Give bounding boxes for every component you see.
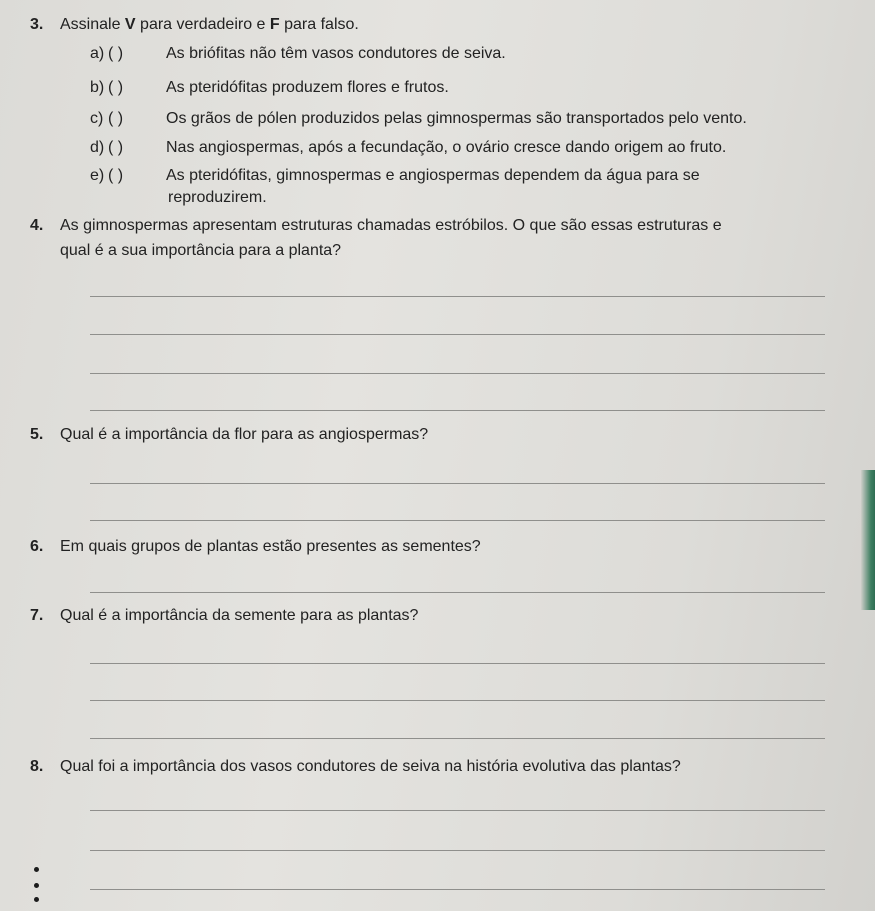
answer-line-q4-4[interactable] (90, 410, 825, 411)
answer-line-q6-1[interactable] (90, 592, 825, 593)
answer-box-b[interactable]: ( ) (108, 79, 124, 96)
answer-line-q5-2[interactable] (90, 520, 825, 521)
question-4-number: 4. (30, 217, 44, 234)
answer-line-q4-2[interactable] (90, 334, 825, 335)
margin-dot (34, 883, 39, 888)
answer-box-c[interactable]: ( ) (108, 110, 124, 127)
question-6-number: 6. (30, 538, 44, 555)
question-4-heading: 4. As gimnospermas apresentam estruturas chamadas estróbilos. O que são essas estruturas e (30, 215, 722, 237)
question-3-item-d: d) ( ) Nas angiospermas, após a fecundação, o ovário cresce dando origem ao fruto. (90, 137, 726, 159)
question-3-item-e: e) ( ) As pteridófitas, gimnospermas e angiospermas dependem da água para se reproduzirem. (90, 167, 700, 206)
answer-box-d[interactable]: ( ) (108, 139, 124, 156)
answer-line-q8-2[interactable] (90, 850, 825, 851)
answer-line-q4-3[interactable] (90, 373, 825, 374)
question-3-item-b: b) ( ) As pteridófitas produzem flores e frutos. (90, 77, 449, 99)
question-3-heading: 3. Assinale V para verdadeiro e F para falso. (30, 14, 359, 36)
answer-line-q8-3[interactable] (90, 889, 825, 890)
question-3-number: 3. (30, 16, 44, 33)
question-3-item-c: c) ( ) Os grãos de pólen produzidos pelas gimnospermas são transportados pelo vento. (90, 108, 747, 130)
answer-line-q7-1[interactable] (90, 663, 825, 664)
question-6-heading: 6. Em quais grupos de plantas estão presentes as sementes? (30, 536, 481, 558)
question-3-item-a: a) ( ) As briófitas não têm vasos condutores de seiva. (90, 43, 506, 65)
answer-line-q5-1[interactable] (90, 483, 825, 484)
question-7-heading: 7. Qual é a importância da semente para as plantas? (30, 605, 418, 627)
margin-dot (34, 897, 39, 902)
question-5-heading: 5. Qual é a importância da flor para as angiospermas? (30, 424, 428, 446)
question-8-number: 8. (30, 758, 44, 775)
question-7-number: 7. (30, 607, 44, 624)
answer-line-q4-1[interactable] (90, 296, 825, 297)
answer-line-q7-3[interactable] (90, 738, 825, 739)
question-5-number: 5. (30, 426, 44, 443)
question-8-heading: 8. Qual foi a importância dos vasos condutores de seiva na história evolutiva das plantas? (30, 756, 681, 778)
answer-box-e[interactable]: ( ) (108, 167, 124, 184)
margin-dot (34, 867, 39, 872)
green-binder-edge (861, 470, 875, 610)
answer-box-a[interactable]: ( ) (108, 45, 124, 62)
answer-line-q8-1[interactable] (90, 810, 825, 811)
question-4-heading-line-2: qual é a sua importância para a planta? (60, 242, 342, 259)
answer-line-q7-2[interactable] (90, 700, 825, 701)
